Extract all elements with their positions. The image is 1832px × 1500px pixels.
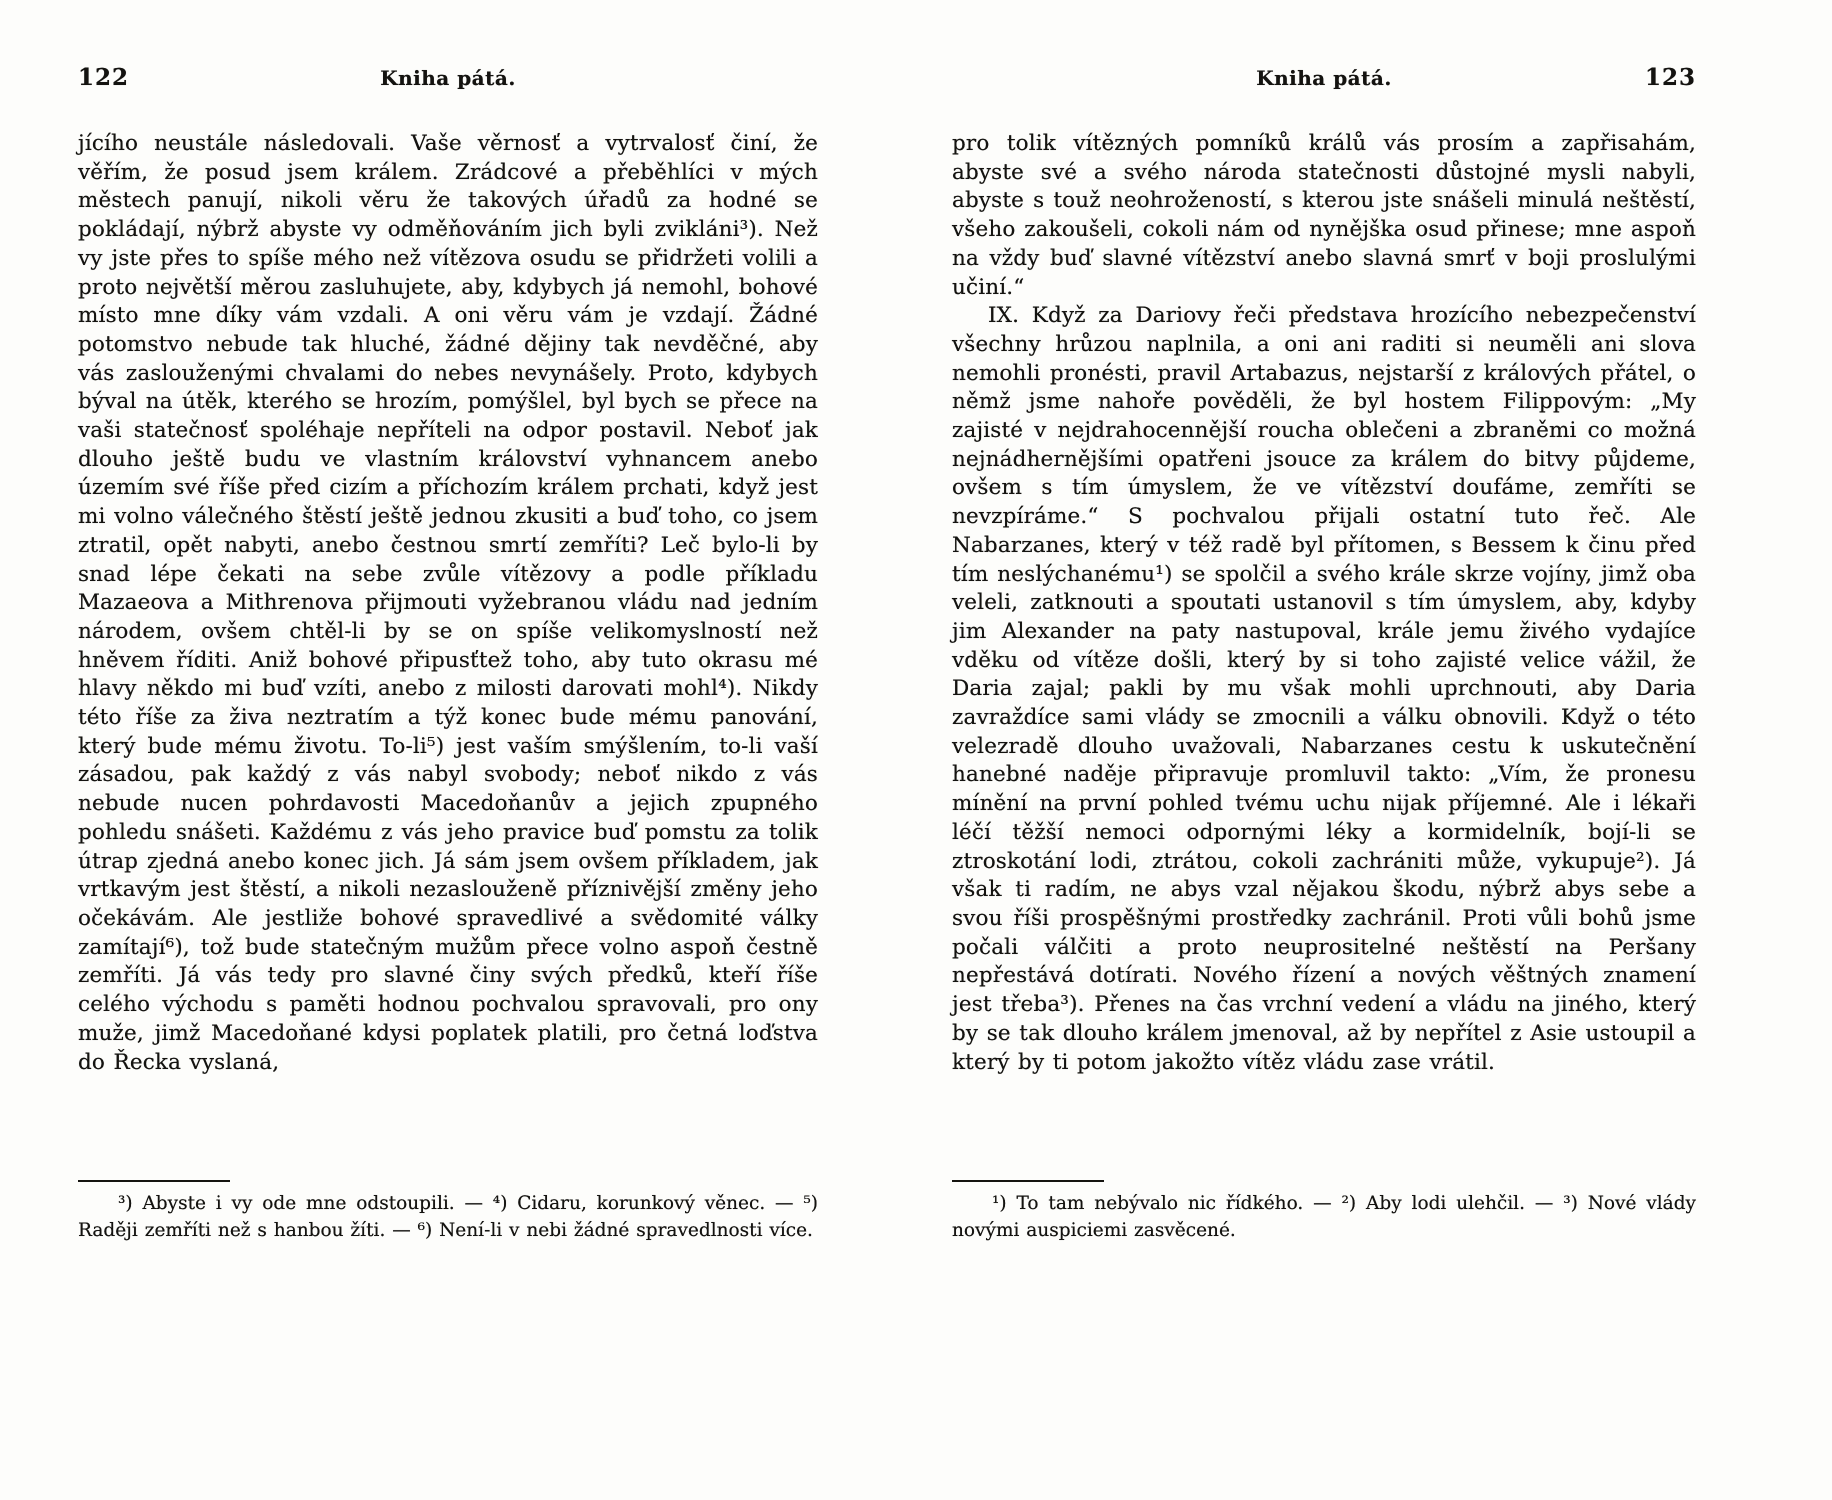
page-body-left bbox=[78, 130, 818, 1077]
paragraph: jícího neustále následovali. Vaše věrnosť a vytrvalosť činí, že věřím, že posud jsem králem. Zrádcové a přeběhlíci v mých městech panují, nikoli věru že takových úřadů za hodné se pokládají, nýbrž abyste vy odměňováním jich byli zvikláni³). Než vy jste přes to spíše mého než vítězova osudu se přidržeti volili a proto největší měrou zasluhujete, aby, kdybych já nemohl, bohové místo mne díky vám vzdali. A oni věru vám je vzdají. Žádné potomstvo nebude tak hluché, žádné dějiny tak nevděčné, aby vás zaslouženými chvalami do nebes nevynášely. Proto, kdybych býval na útěk, kterého se hrozím, pomýšlel, byl bych se přece na vaši statečnosť spoléhaje nepříteli na odpor postavil. Neboť jak dlouho ještě budu ve vlastním království vyhnancem anebo územím své říše před cizím a příchozím králem prchati, když jest mi volno válečného štěstí ještě jednou zkusiti a buď toho, co jsem ztratil, opět nabyti, anebo čestnou smrtí zemříti? Leč bylo-li by snad lépe čekati na sebe zvůle vítězovy a podle příkladu Mazaeova a Mithrenova přijmouti vyžebranou vládu nad jedním národem, ovšem chtěl-li by se on spíše velikomyslností než hněvem říditi. Aniž bohové připusťtež toho, aby tuto okrasu mé hlavy někdo mi buď vzíti, anebo z milosti darovati mohl⁴). Nikdy této říše za živa neztratím a týž konec bude mému panování, který bude mému životu. To-li⁵) jest vaším smýšlením, to-li vaší zásadou, pak každý z vás nabyl svobody; neboť nikdo z vás nebude nucen pohrdavosti Macedoňanův a jejich zpupného pohledu snášeti. Každému z vás jeho pravice buď pomstu za tolik útrap zjedná anebo konec jich. Já sám jsem ovšem příkladem, jak vrtkavým jest štěstí, a nikoli nezaslouženě příznivější změny jeho očekávám. Ale jestliže bohové spravedlivé a svědomité války zamítají⁶), tož bude statečným mužům přece volno aspoň čestně zemříti. Já vás tedy pro slavné činy svých předků, kteří říše celého východu s paměti hodnou pochvalou spravovali, pro ony muže, jimž Macedoňané kdysi poplatek platili, pro četná loďstva do Řecka vyslaná, bbox=[78, 131, 818, 1075]
footnotes-left bbox=[78, 1180, 818, 1244]
footnote-text: ¹) To tam nebývalo nic řídkého. — ²) Aby lodi ulehčil. — ³) Nové vlády novými auspiciemi zasvěcené. bbox=[952, 1193, 1696, 1241]
page-number-left: 122 bbox=[78, 64, 130, 91]
page-header-left bbox=[78, 66, 818, 96]
page-right bbox=[916, 0, 1832, 1500]
running-title-right: Kniha pátá. bbox=[1256, 66, 1392, 90]
paragraph: pro tolik vítězných pomníků králů vás prosím a zapřisahám, abyste své a svého národa statečnosti důstojné mysli nabyli, abyste s touž neohrožeností, s kterou jste snášeli minulá neštěstí, všeho zakoušeli, cokoli nám od nynějška osud přinese; mne aspoň na vždy buď slavné vítězství anebo slavná smrť v boji proslulými učiní.“ bbox=[952, 131, 1696, 300]
footnotes-right bbox=[952, 1180, 1696, 1244]
page-number-right: 123 bbox=[1644, 64, 1696, 91]
page-header-right bbox=[952, 66, 1696, 96]
footnote-rule bbox=[78, 1180, 230, 1182]
paragraph: IX. Když za Dariovy řeči představa hrozícího nebezpečenství všechny hrůzou naplnila, a oni ani raditi si neuměli ani slova nemohli pronésti, pravil Artabazus, nejstarší z králových přátel, o němž jsme nahoře pověděli, že byl hostem Filippovým: „My zajisté v nejdrahocennější roucha oblečeni a zbraněmi co možná nejnádhernějšími opatřeni jsouce za králem do bitvy půjdeme, ovšem s tím úmyslem, že ve vítězství doufáme, zemříti se nevzpíráme.“ S pochvalou přijali ostatní tuto řeč. Ale Nabarzanes, který v též radě byl přítomen, s Bessem k činu před tím neslýchanému¹) se spolčil a svého krále skrze vojíny, jimž oba veleli, zatknouti a spoutati ustanovil s tím úmyslem, aby, kdyby jim Alexander na paty nastupoval, krále jemu živého vydajíce vděku od vítěze došli, který by si toho zajisté velice vážil, že Daria zajal; pakli by mu však mohli uprchnouti, aby Daria zavraždíce sami vlády se zmocnili a válku obnovili. Když o této velezradě dlouho uvažovali, Nabarzanes cestu k uskutečnění hanebné naděje připravuje promluvil takto: „Vím, že pronesu mínění na první pohled tvému uchu nijak příjemné. Ale i lékaři léčí těžší nemoci odpornými léky a kormidelník, bojí-li se ztroskotání lodi, ztrátou, cokoli zachrániti může, vykupuje²). Já však ti radím, ne abys vzal nějakou škodu, nýbrž abys sebe a svou říši prospěšnými prostředky zachránil. Proti vůli bohů jsme počali válčiti a proto neuprositelné neštěstí na Peršany nepřestává dotírati. Nového řízení a nových věštných znamení jest třeba³). Přenes na čas vrchní vedení a vládu na jiného, který by se tak dlouho králem jmenoval, až by nepřítel z Asie ustoupil a který by ti potom jakožto vítěz vládu zase vrátil. bbox=[952, 303, 1696, 1075]
footnote-rule bbox=[952, 1180, 1104, 1182]
page-body-right bbox=[952, 130, 1696, 1077]
footnote-text: ³) Abyste i vy ode mne odstoupili. — ⁴) Cidaru, korunkový věnec. — ⁵) Raději zemříti než s hanbou žíti. — ⁶) Není-li v nebi žádné spravedlnosti více. bbox=[78, 1193, 818, 1241]
running-title-left: Kniha pátá. bbox=[380, 66, 516, 90]
